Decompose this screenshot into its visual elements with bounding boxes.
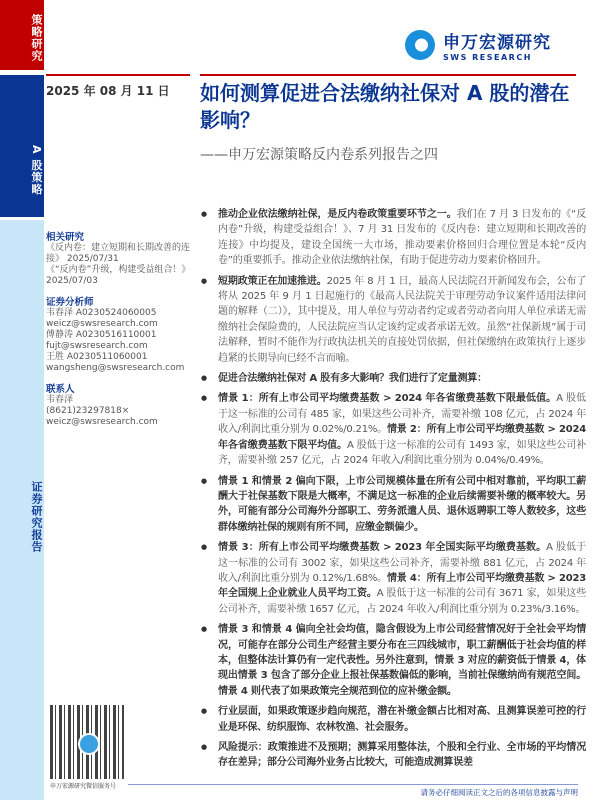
analyst-email[interactable]: weicz@swsresearch.com bbox=[46, 319, 158, 329]
sidebar-subcategory: A 股策略 bbox=[0, 75, 44, 217]
sidebar-report-type: 证券研究报告 bbox=[0, 220, 44, 800]
analysts-heading: 证券分析师 bbox=[46, 297, 94, 308]
summary-bullet bbox=[198, 274, 586, 366]
divider-right bbox=[200, 74, 576, 76]
contact-name: 韦春泽 bbox=[46, 395, 74, 405]
bullet-text: A 股低于这一标准的公司有 1493 家，如果这些公司补齐，需要补缴 257 亿元，占 2024 年收入/利润比重分别为 0.04%/0.49%。 bbox=[218, 439, 586, 467]
footer-disclaimer: 请务必仔细阅读正文之后的各项信息披露与声明 bbox=[420, 788, 578, 797]
contact bbox=[46, 384, 196, 428]
left-column bbox=[46, 232, 196, 428]
analyst-email[interactable]: fujt@swsresearch.com bbox=[46, 341, 148, 351]
related-link[interactable]: 《反内卷：建立短期和长期改善的连接》 2025/07/31 bbox=[46, 243, 191, 264]
related-heading: 相关研究 bbox=[46, 232, 85, 243]
bullet-highlight: 情景 1：所有上市公司平均缴费基数 > 2024 年各省缴费基数下限最低值。 bbox=[218, 393, 557, 405]
qr-caption: 申万宏源研究微信服务号 bbox=[50, 783, 117, 790]
report-date: 2025 年 08 月 11 日 bbox=[46, 84, 170, 98]
bullet-highlight: 情景 4：所有上市公司平均缴费基数 > 2023 年全国规上企业就业人员平均工资。 bbox=[218, 572, 586, 600]
bullet-text: 我们在 7 月 3 日发布的《“反内卷”升级，构建受益组合！》、7 月 31 日发布的《反内卷：建立短期和长期改善的连接》中均提及，建设全国统一大市场，推动要素价格回归合理位置是本轮“反内卷”的重要抓手。推动企业依法缴纳社保，有助于促进劳动力要素价格回升。 bbox=[218, 209, 586, 267]
bullet-highlight: 情景 3 和情景 4 偏向全社会均值，隐含假设为上市公司经营情况好于全社会平均情况，可能存在部分公司生产经营主要分布在三四线城市，职工薪酬低于社会均值的样本，但整体法计算仍有一定代表性。另外注意到，情景 3 对应的薪资低于情景 4，体现出情景 3 包含了部分企业上报社保基数偏低的影响，当前社保缴纳尚有规范空间。情景 4 则代表了如果政策完全规范到位的应补缴金额。 bbox=[218, 624, 586, 697]
divider-left bbox=[46, 74, 190, 76]
summary-bullet bbox=[198, 207, 586, 269]
bullet-highlight: 情景 2：所有上市公司平均缴费基数 > 2024 年各省缴费基数下限平均值。 bbox=[218, 424, 586, 451]
related-link[interactable]: 《“反内卷”升级，构建受益组合！》 2025/07/03 bbox=[46, 265, 191, 286]
contact-heading: 联系人 bbox=[46, 384, 75, 395]
qr-code-icon bbox=[50, 705, 124, 779]
contact-email[interactable]: weicz@swsresearch.com bbox=[46, 417, 158, 427]
bullet-highlight: 行业层面，如果政策逐步趋向规范，潜在补缴金额占比相对高、且测算误差可控的行业是环保、纺织服饰、农林牧渔、社会服务。 bbox=[218, 706, 586, 733]
bullet-highlight: 促进合法缴纳社保对 A 股有多大影响？我们进行了定量测算： bbox=[218, 373, 487, 385]
analyst-line: 傅静涛 A0230516110001 bbox=[46, 330, 157, 340]
summary-bullet bbox=[198, 740, 586, 771]
sidebar-category: 策略研究 bbox=[0, 0, 44, 70]
footer-divider bbox=[128, 784, 578, 785]
logo-cn: 申万宏源研究 bbox=[443, 33, 551, 53]
bullet-text: A 股低于这一标准的公司有 3671 家，如果这些公司补齐，需要补缴 1657 亿元，占 2024 年收入/利润比重分别为 0.23%/3.16%。 bbox=[218, 588, 586, 615]
bullet-highlight: 推动企业依法缴纳社保，是反内卷政策重要环节之一。 bbox=[218, 209, 457, 220]
analysts bbox=[46, 297, 196, 374]
bullet-highlight: 短期政策正在加速推进。 bbox=[218, 275, 327, 287]
analyst-line: 王胜 A0230511060001 bbox=[46, 352, 148, 362]
bullet-highlight: 风险提示：政策推进不及预期；测算采用整体法，个股和全行业、全市场的平均情况存在差异；部分公司海外业务占比较大，可能造成测算误差 bbox=[218, 742, 586, 769]
bullet-highlight: 情景 3：所有上市公司平均缴费基数 > 2023 年全国实际平均缴费基数。 bbox=[218, 542, 547, 554]
summary-bullet bbox=[198, 540, 586, 617]
bullet-text: A 股低于这一标准的公司有 3002 家，如果这些公司补齐，需要补缴 881 亿元，占 2024 年收入/利润比重分别为 0.12%/1.68%。 bbox=[218, 542, 586, 584]
bullet-text: A 股低于这一标准的公司有 485 家，如果这些公司补齐，需要补缴 108 亿元，占 2024 年收入/利润比重分别为 0.02%/0.21%。 bbox=[218, 393, 586, 436]
analyst-email[interactable]: wangsheng@swsresearch.com bbox=[46, 363, 185, 373]
summary-bullets bbox=[198, 207, 586, 776]
summary-bullet bbox=[198, 704, 586, 735]
summary-bullet bbox=[198, 371, 586, 386]
summary-bullet bbox=[198, 474, 586, 536]
summary-bullet bbox=[198, 622, 586, 699]
logo-mark-icon bbox=[405, 30, 435, 60]
report-subtitle: ——申万宏源策略反内卷系列报告之四 bbox=[200, 147, 438, 163]
bullet-highlight: 情景 1 和情景 2 偏向下限，上市公司规模体量在所有公司中相对靠前，平均职工薪酬大于社保基数下限是大概率，不满足这一标准的企业后续需要补缴的概率较大。另外，可能有部分公司海外分部职工、劳务派遣人员、退休返聘职工等人数较多，这些群体缴纳社保的规则有所不同，应缴金额偏少。 bbox=[218, 475, 586, 533]
sws-logo bbox=[405, 28, 551, 62]
bullet-text: 2025 年 8 月 1 日，最高人民法院召开新闻发布会，公布了将从 2025 年 9 月 1 日起施行的《最高人民法院关于审理劳动争议案件适用法律问题的解释（二）》，其中提及，用人单位与劳动者约定或者劳动者向用人单位承诺无需缴纳社会保险费的，人民法院应当认定该约定或者承诺无效。虽然“社保新规”属于司法解释，暂时不能作为行政执法机关的直接处罚依据，但社保缴纳在政策执行上逐步趋紧的长期导向已经不言而喻。 bbox=[218, 275, 586, 364]
summary-bullet bbox=[198, 391, 586, 468]
related-research bbox=[46, 232, 196, 287]
contact-phone: (8621)23297818× bbox=[46, 406, 130, 416]
analyst-line: 韦春泽 A0230524060005 bbox=[46, 308, 157, 318]
logo-en: SWS RESEARCH bbox=[443, 53, 532, 62]
report-title: 如何测算促进合法缴纳社保对 A 股的潜在影响？ bbox=[200, 81, 570, 132]
